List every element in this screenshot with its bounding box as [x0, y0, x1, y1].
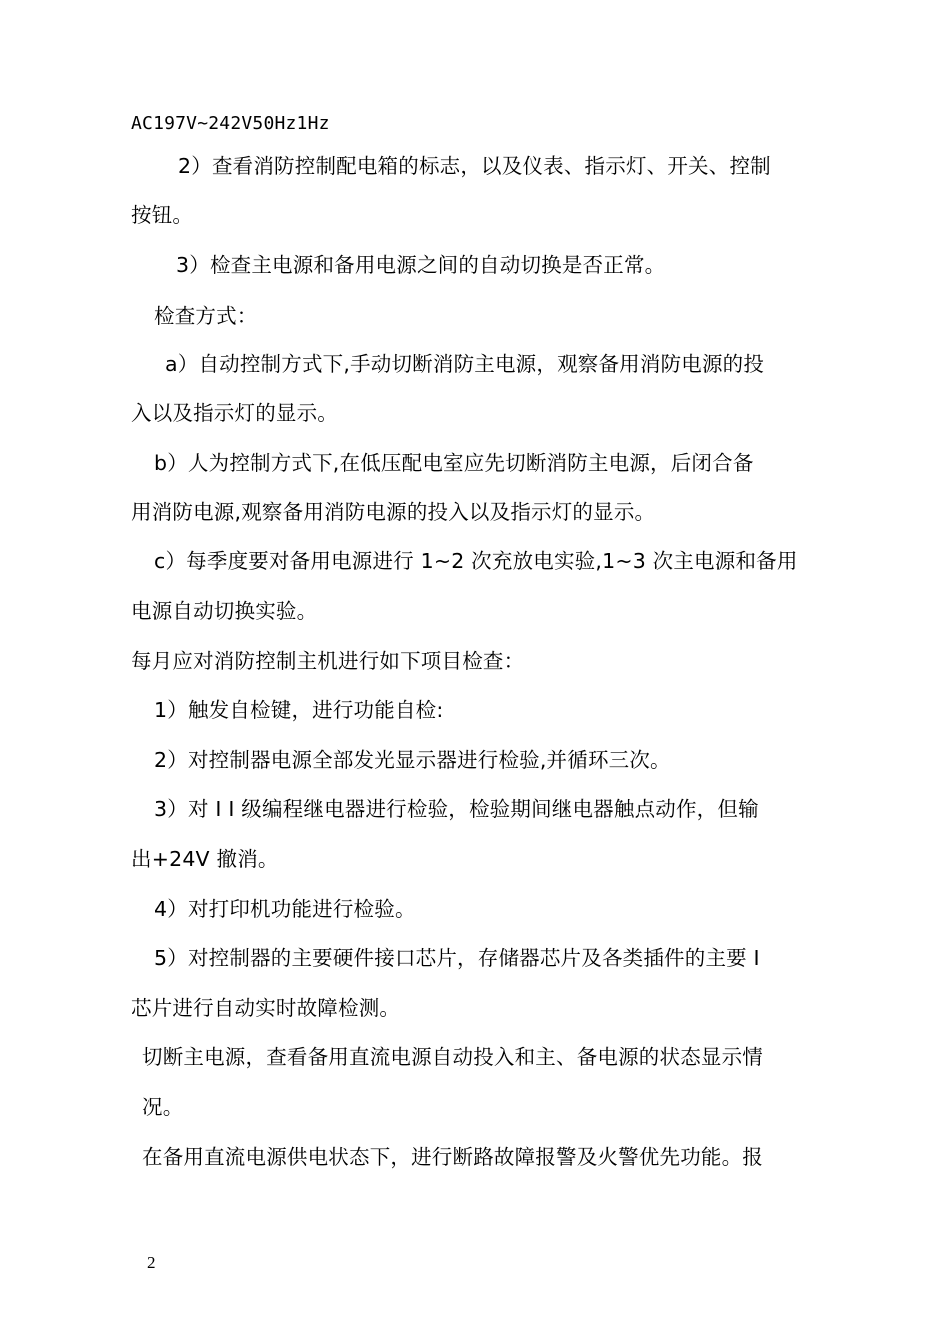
- text-line-cut-main-power: 切断主电源，查看备用直流电源自动投入和主、备电源的状态显示情: [142, 1045, 763, 1069]
- text-line-item-b-continued: 用消防电源,观察备用消防电源的投入以及指示灯的显示。: [131, 500, 656, 524]
- text-line-item-2-continued: 按钮。: [131, 203, 194, 227]
- text-line-monthly-item-3-continued: 出+24V 撤消。: [131, 847, 279, 871]
- text-line-inspection-method-heading: 检查方式：: [154, 304, 258, 328]
- text-line-monthly-item-1: 1）触发自检键，进行功能自检:: [154, 698, 444, 722]
- text-line-item-c-continued: 电源自动切换实验。: [131, 599, 318, 623]
- text-line-monthly-item-2: 2）对控制器电源全部发光显示器进行检验,并循环三次。: [154, 748, 671, 772]
- text-line-backup-dc-fault-alarm: 在备用直流电源供电状态下，进行断路故障报警及火警优先功能。报: [142, 1145, 763, 1169]
- text-line-monthly-item-5: 5）对控制器的主要硬件接口芯片，存储器芯片及各类插件的主要 I: [154, 946, 760, 970]
- text-line-item-c: c）每季度要对备用电源进行 1~2 次充放电实验,1~3 次主电源和备用: [154, 549, 798, 573]
- text-line-item-3-auto-switch: 3）检查主电源和备用电源之间的自动切换是否正常。: [176, 253, 666, 277]
- page-number: 2: [147, 1253, 156, 1272]
- text-line-item-b: b）人为控制方式下,在低压配电室应先切断消防主电源，后闭合备: [154, 451, 754, 475]
- text-line-item-a: a）自动控制方式下,手动切断消防主电源，观察备用消防电源的投: [165, 352, 765, 376]
- text-line-monthly-item-4: 4）对打印机功能进行检验。: [154, 897, 416, 921]
- text-line-monthly-check-heading: 每月应对消防控制主机进行如下项目检查：: [131, 649, 525, 673]
- text-line-item-2-check-distribution-box: 2）查看消防控制配电箱的标志，以及仪表、指示灯、开关、控制: [178, 154, 771, 178]
- text-line-monthly-item-5-continued: 芯片进行自动实时故障检测。: [131, 996, 401, 1020]
- text-line-monthly-item-3: 3）对 I I 级编程继电器进行检验，检验期间继电器触点动作，但输: [154, 797, 759, 821]
- text-line-item-a-continued: 入以及指示灯的显示。: [131, 401, 338, 425]
- text-line-voltage-spec: AC197V~242V50Hz1Hz: [131, 113, 330, 134]
- text-line-cut-main-power-continued: 况。: [142, 1095, 184, 1119]
